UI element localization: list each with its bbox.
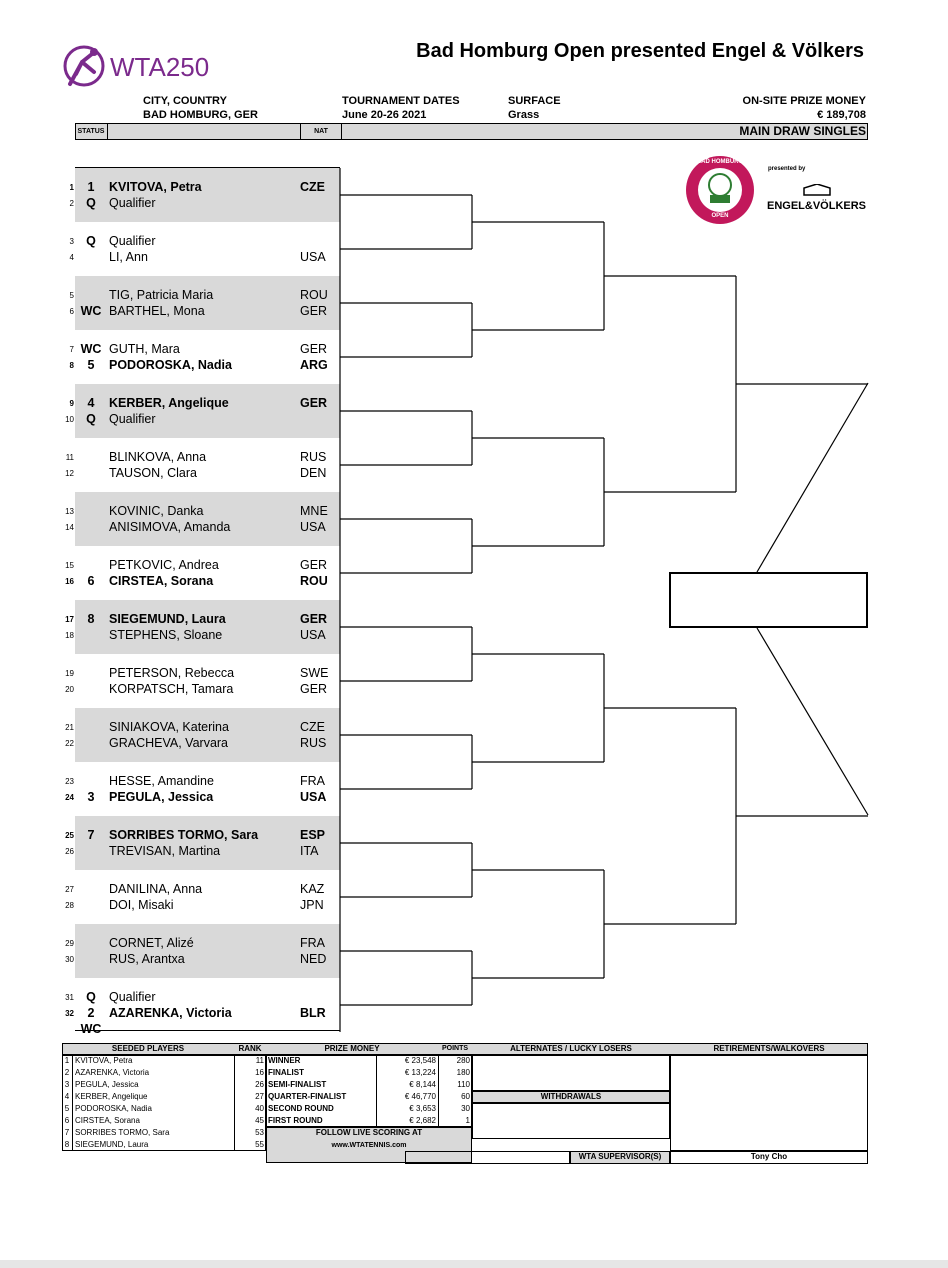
player-nat: ROU — [300, 574, 328, 588]
entry-status: Q — [86, 990, 96, 1004]
entry-status: 3 — [87, 790, 95, 804]
seed-col-sep — [72, 1055, 73, 1151]
prize-amount: € 46,770 — [404, 1092, 436, 1101]
final-line — [757, 383, 868, 572]
draw-position: 16 — [65, 577, 74, 586]
seed-number: 5 — [64, 1104, 70, 1113]
draw-position: 10 — [65, 415, 74, 424]
player-name: Qualifier — [109, 412, 156, 426]
seeded-name: CIRSTEA, Sorana — [75, 1116, 140, 1125]
withdrawals-box — [472, 1103, 670, 1139]
player-nat: KAZ — [300, 882, 325, 896]
prize-points: 30 — [461, 1104, 470, 1113]
seed-number: 8 — [64, 1140, 70, 1149]
player-name: KORPATSCH, Tamara — [109, 682, 234, 696]
player-name: DANILINA, Anna — [109, 882, 203, 896]
player-nat: GER — [300, 304, 328, 318]
player-name: LI, Ann — [109, 250, 148, 264]
seeded-rank: 45 — [255, 1116, 264, 1125]
prize-title: PRIZE MONEY — [324, 1044, 380, 1053]
player-nat: ROU — [300, 288, 328, 302]
player-nat: ARG — [300, 358, 328, 372]
player-name: GRACHEVA, Varvara — [109, 736, 229, 750]
draw-position: 22 — [65, 739, 74, 748]
prize-points: 280 — [456, 1056, 470, 1065]
badge-top-text: BAD HOMBURG — [696, 159, 744, 165]
seeded-name: PEGULA, Jessica — [75, 1080, 139, 1089]
prize-amount: € 3,653 — [409, 1104, 436, 1113]
draw-name: MAIN DRAW SINGLES — [739, 124, 866, 138]
alternates-box — [472, 1055, 670, 1091]
player-nat: GER — [300, 682, 328, 696]
prize-round: FINALIST — [268, 1068, 304, 1077]
dates-value: June 20-26 2021 — [342, 109, 427, 121]
player-name: SIEGEMUND, Laura — [109, 612, 226, 626]
player-nat: USA — [300, 628, 326, 642]
status-column-header: STATUS — [75, 123, 108, 140]
winner-box — [669, 572, 868, 628]
draw-position: 1 — [69, 183, 74, 192]
follow-text: FOLLOW LIVE SCORING AT — [315, 1128, 423, 1137]
seeded-rank: 16 — [255, 1068, 264, 1077]
player-name: PEGULA, Jessica — [109, 790, 214, 804]
prize-points: 110 — [457, 1080, 470, 1089]
entry-status: 5 — [87, 358, 95, 372]
draw-position: 27 — [65, 885, 74, 894]
entry-status: 7 — [87, 828, 95, 842]
player-name: AZARENKA, Victoria — [109, 1006, 232, 1020]
seeded-rank: 55 — [255, 1140, 264, 1149]
player-nat: ESP — [300, 828, 326, 842]
player-nat: USA — [300, 250, 326, 264]
entry-status: 6 — [87, 574, 95, 588]
entry-status: 4 — [87, 396, 95, 410]
player-nat: GER — [300, 342, 328, 356]
player-name: BLINKOVA, Anna — [109, 450, 207, 464]
seeded-rank: 40 — [255, 1104, 264, 1113]
prize-round: WINNER — [268, 1056, 301, 1065]
entry-status: WC — [80, 304, 102, 318]
draw-position: 12 — [65, 469, 74, 478]
player-name: Qualifier — [109, 234, 156, 248]
player-nat: JPN — [300, 898, 324, 912]
seed-number: 7 — [64, 1128, 70, 1137]
player-name: BARTHEL, Mona — [109, 304, 205, 318]
prize-amount: € 23,548 — [404, 1056, 436, 1065]
player-nat: ITA — [300, 844, 319, 858]
seeded-name: KVITOVA, Petra — [75, 1056, 133, 1065]
draw-position: 25 — [65, 831, 74, 840]
prize-points: 1 — [465, 1116, 470, 1125]
page-title: Bad Homburg Open presented Engel & Völkers — [416, 40, 864, 62]
player-name: DOI, Misaki — [109, 898, 174, 912]
entry-status: Q — [86, 196, 96, 210]
withdrawals-title: WITHDRAWALS — [540, 1092, 602, 1101]
player-name: GUTH, Mara — [109, 342, 180, 356]
draw-position: 30 — [65, 955, 74, 964]
draw-position: 29 — [65, 939, 74, 948]
draw-position: 6 — [69, 307, 74, 316]
logo-text: WTA250 — [110, 52, 210, 82]
player-nat: CZE — [300, 180, 325, 194]
draw-position: 7 — [69, 345, 74, 354]
seeded-rank: 26 — [255, 1080, 264, 1089]
player-name: SINIAKOVA, Katerina — [109, 720, 229, 734]
alternates-title: ALTERNATES / LUCKY LOSERS — [510, 1044, 632, 1053]
seeded-name: KERBER, Angelique — [75, 1092, 148, 1101]
draw-position: 2 — [69, 199, 74, 208]
player-name: PETERSON, Rebecca — [109, 666, 235, 680]
supervisor-name: Tony Cho — [750, 1152, 788, 1161]
retirements-box — [670, 1055, 868, 1151]
badge-bottom-text: OPEN — [711, 213, 729, 219]
player-nat: SWE — [300, 666, 329, 680]
player-nat: MNE — [300, 504, 328, 518]
page-edge — [0, 1260, 948, 1268]
prize-round: FIRST ROUND — [268, 1116, 323, 1125]
player-name: PETKOVIC, Andrea — [109, 558, 219, 572]
player-name: PODOROSKA, Nadia — [109, 358, 232, 372]
prize-round: SECOND ROUND — [268, 1104, 334, 1113]
draw-position: 3 — [69, 237, 74, 246]
player-name: HESSE, Amandine — [109, 774, 214, 788]
retirements-title: RETIREMENTS/WALKOVERS — [713, 1044, 825, 1053]
player-name: KERBER, Angelique — [109, 396, 229, 410]
seeded-title: SEEDED PLAYERS — [111, 1044, 185, 1053]
draw-position: 28 — [65, 901, 74, 910]
seed-number: 3 — [64, 1080, 70, 1089]
draw-position: 26 — [65, 847, 74, 856]
seeded-rank: 53 — [255, 1128, 264, 1137]
player-nat: GER — [300, 612, 328, 626]
player-name: RUS, Arantxa — [109, 952, 185, 966]
prize-value: € 189,708 — [817, 109, 866, 121]
entry-status: 1 — [87, 180, 95, 194]
player-nat: RUS — [300, 736, 327, 750]
player-name: TIG, Patricia Maria — [109, 288, 214, 302]
draw-position: 11 — [65, 453, 74, 462]
player-nat: USA — [300, 520, 326, 534]
presented-by: presented by — [768, 166, 806, 172]
prize-points: 180 — [456, 1068, 470, 1077]
player-nat: NED — [300, 952, 327, 966]
surface-label: SURFACE — [508, 95, 561, 107]
draw-position: 14 — [65, 523, 74, 532]
draw-position: 17 — [65, 615, 74, 624]
player-name: STEPHENS, Sloane — [109, 628, 223, 642]
entry-status: Q — [86, 412, 96, 426]
site-text: www.WTATENNIS.com — [331, 1142, 407, 1149]
draw-position: 31 — [65, 993, 74, 1002]
player-nat: GER — [300, 558, 328, 572]
entry-status: 8 — [87, 612, 95, 626]
draw-position: 21 — [65, 723, 74, 732]
draw-position: 15 — [65, 561, 74, 570]
player-name: KOVINIC, Danka — [109, 504, 204, 518]
player-name: KVITOVA, Petra — [109, 180, 202, 194]
draw-position: 8 — [69, 361, 74, 370]
nat-column-header: NAT — [300, 123, 342, 140]
player-name: SORRIBES TORMO, Sara — [109, 828, 259, 842]
draw-position: 32 — [65, 1009, 74, 1018]
draw-position: 20 — [65, 685, 74, 694]
seed-number: 6 — [64, 1116, 70, 1125]
seeded-name: AZARENKA, Victoria — [75, 1068, 150, 1077]
player-name: Qualifier — [109, 196, 156, 210]
prize-amount: € 8,144 — [409, 1080, 436, 1089]
seeded-name: SORRIBES TORMO, Sara — [75, 1128, 170, 1137]
draw-position: 13 — [65, 507, 74, 516]
player-nat: GER — [300, 396, 328, 410]
city-value: BAD HOMBURG, GER — [143, 109, 258, 121]
player-name: CIRSTEA, Sorana — [109, 574, 214, 588]
prize-amount: € 13,224 — [404, 1068, 436, 1077]
seeded-rank: 27 — [255, 1092, 264, 1101]
draw-position: 24 — [65, 793, 74, 802]
player-name: TAUSON, Clara — [109, 466, 197, 480]
player-name: CORNET, Alizé — [109, 936, 194, 950]
rank-title: RANK — [238, 1044, 262, 1053]
dates-label: TOURNAMENT DATES — [342, 95, 460, 107]
player-nat: FRA — [300, 774, 325, 788]
player-name: Qualifier — [109, 990, 156, 1004]
points-title: POINTS — [441, 1045, 469, 1052]
city-label: CITY, COUNTRY — [143, 95, 227, 107]
entry-status: 2 WC — [80, 1006, 102, 1036]
player-nat: USA — [300, 790, 327, 804]
prize-amount: € 2,682 — [409, 1116, 436, 1125]
player-nat: FRA — [300, 936, 325, 950]
supervisor-blank — [405, 1151, 570, 1164]
surface-value: Grass — [508, 109, 540, 121]
engel-voelkers-logo: ENGEL&VÖLKERS — [767, 200, 867, 212]
seed-number: 2 — [64, 1068, 70, 1077]
prize-label: ON-SITE PRIZE MONEY — [742, 95, 866, 107]
seeded-rank: 11 — [255, 1056, 264, 1065]
entry-status: Q — [86, 234, 96, 248]
prize-round: QUARTER-FINALIST — [268, 1092, 347, 1101]
entry-status: WC — [80, 342, 102, 356]
seed-number: 4 — [64, 1092, 70, 1101]
prize-round: SEMI-FINALIST — [268, 1080, 327, 1089]
draw-position: 23 — [65, 777, 74, 786]
seeded-name: PODOROSKA, Nadia — [75, 1104, 152, 1113]
supervisor-label: WTA SUPERVISOR(S) — [578, 1152, 662, 1161]
draw-position: 5 — [69, 291, 74, 300]
player-nat: CZE — [300, 720, 325, 734]
player-nat: RUS — [300, 450, 327, 464]
player-name: ANISIMOVA, Amanda — [109, 520, 231, 534]
player-nat: BLR — [300, 1006, 326, 1020]
player-name: TREVISAN, Martina — [109, 844, 221, 858]
seed-number: 1 — [64, 1056, 70, 1065]
draw-position: 4 — [69, 253, 74, 262]
draw-position: 18 — [65, 631, 74, 640]
prize-points: 60 — [461, 1092, 470, 1101]
seeded-name: SIEGEMUND, Laura — [75, 1140, 149, 1149]
draw-position: 19 — [65, 669, 74, 678]
draw-position: 9 — [69, 399, 74, 408]
final-line — [757, 628, 868, 815]
player-nat: DEN — [300, 466, 327, 480]
